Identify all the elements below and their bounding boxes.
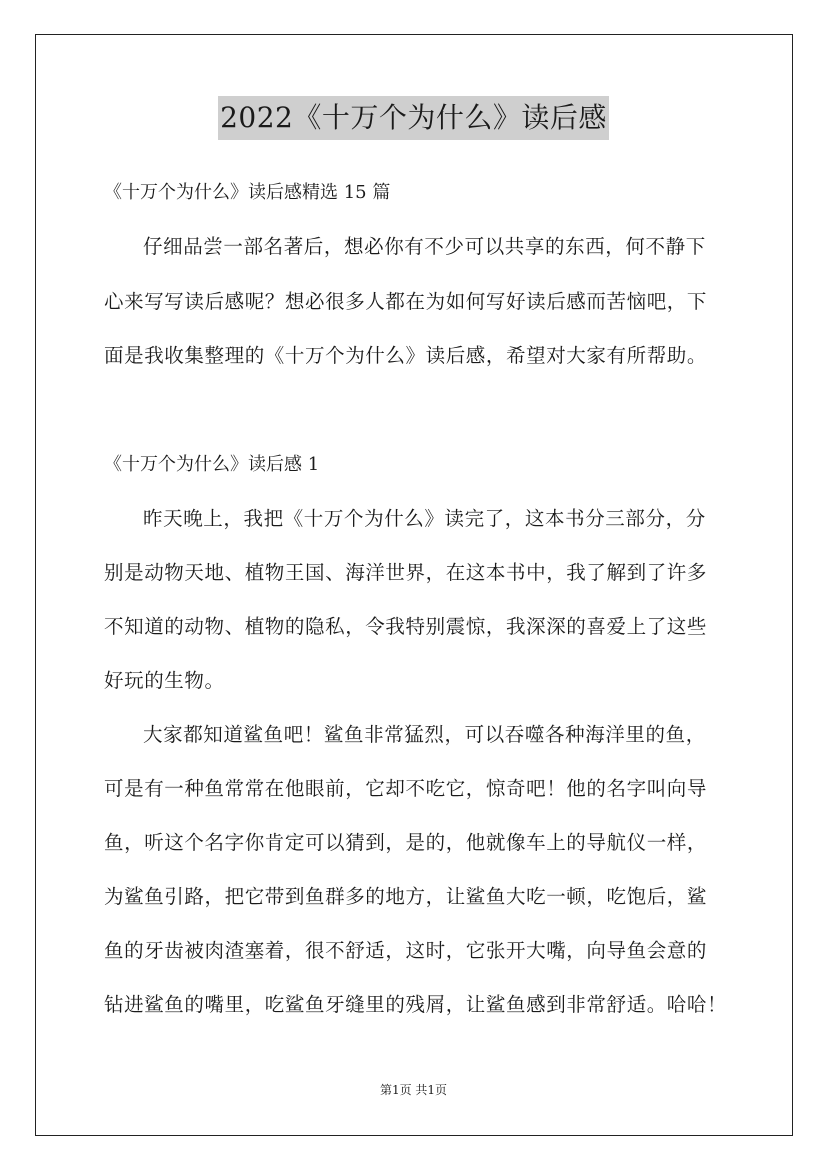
intro-line: 仔细品尝一部名著后，想必你有不少可以共享的东西，何不静下 (143, 235, 706, 258)
intro-line: 心来写写读后感呢？想必很多人都在为如何写好读后感而苦恼吧，下 (104, 290, 708, 313)
document-subtitle: 《十万个为什么》读后感精选 15 篇 (104, 182, 391, 203)
paragraph1-line: 好玩的生物。 (104, 669, 225, 692)
paragraph2-line: 钻进鲨鱼的嘴里，吃鲨鱼牙缝里的残屑，让鲨鱼感到非常舒适。哈哈！ (104, 993, 728, 1016)
document-title: 2022《十万个为什么》读后感 (218, 96, 609, 140)
intro-line: 面是我收集整理的《十万个为什么》读后感，希望对大家有所帮助。 (104, 344, 708, 367)
paragraph1-line: 昨天晚上，我把《十万个为什么》读完了，这本书分三部分，分 (143, 507, 706, 530)
page-footer: 第1页 共1页 (379, 1083, 448, 1097)
title-container (0, 96, 827, 140)
paragraph2-line: 鱼，听这个名字你肯定可以猜到，是的，他就像车上的导航仪一样， (104, 831, 708, 854)
paragraph2-line: 为鲨鱼引路，把它带到鱼群多的地方，让鲨鱼大吃一顿，吃饱后，鲨 (104, 885, 708, 908)
paragraph2-line: 大家都知道鲨鱼吧！鲨鱼非常猛烈，可以吞噬各种海洋里的鱼， (143, 723, 706, 746)
paragraph1-line: 不知道的动物、植物的隐私，令我特别震惊，我深深的喜爱上了这些 (104, 615, 708, 638)
paragraph2-line: 鱼的牙齿被肉渣塞着，很不舒适，这时，它张开大嘴，向导鱼会意的 (104, 939, 708, 962)
section-heading: 《十万个为什么》读后感 1 (104, 454, 320, 475)
paragraph1-line: 别是动物天地、植物王国、海洋世界，在这本书中，我了解到了许多 (104, 561, 708, 584)
paragraph2-line: 可是有一种鱼常常在他眼前，它却不吃它，惊奇吧！他的名字叫向导 (104, 777, 708, 800)
